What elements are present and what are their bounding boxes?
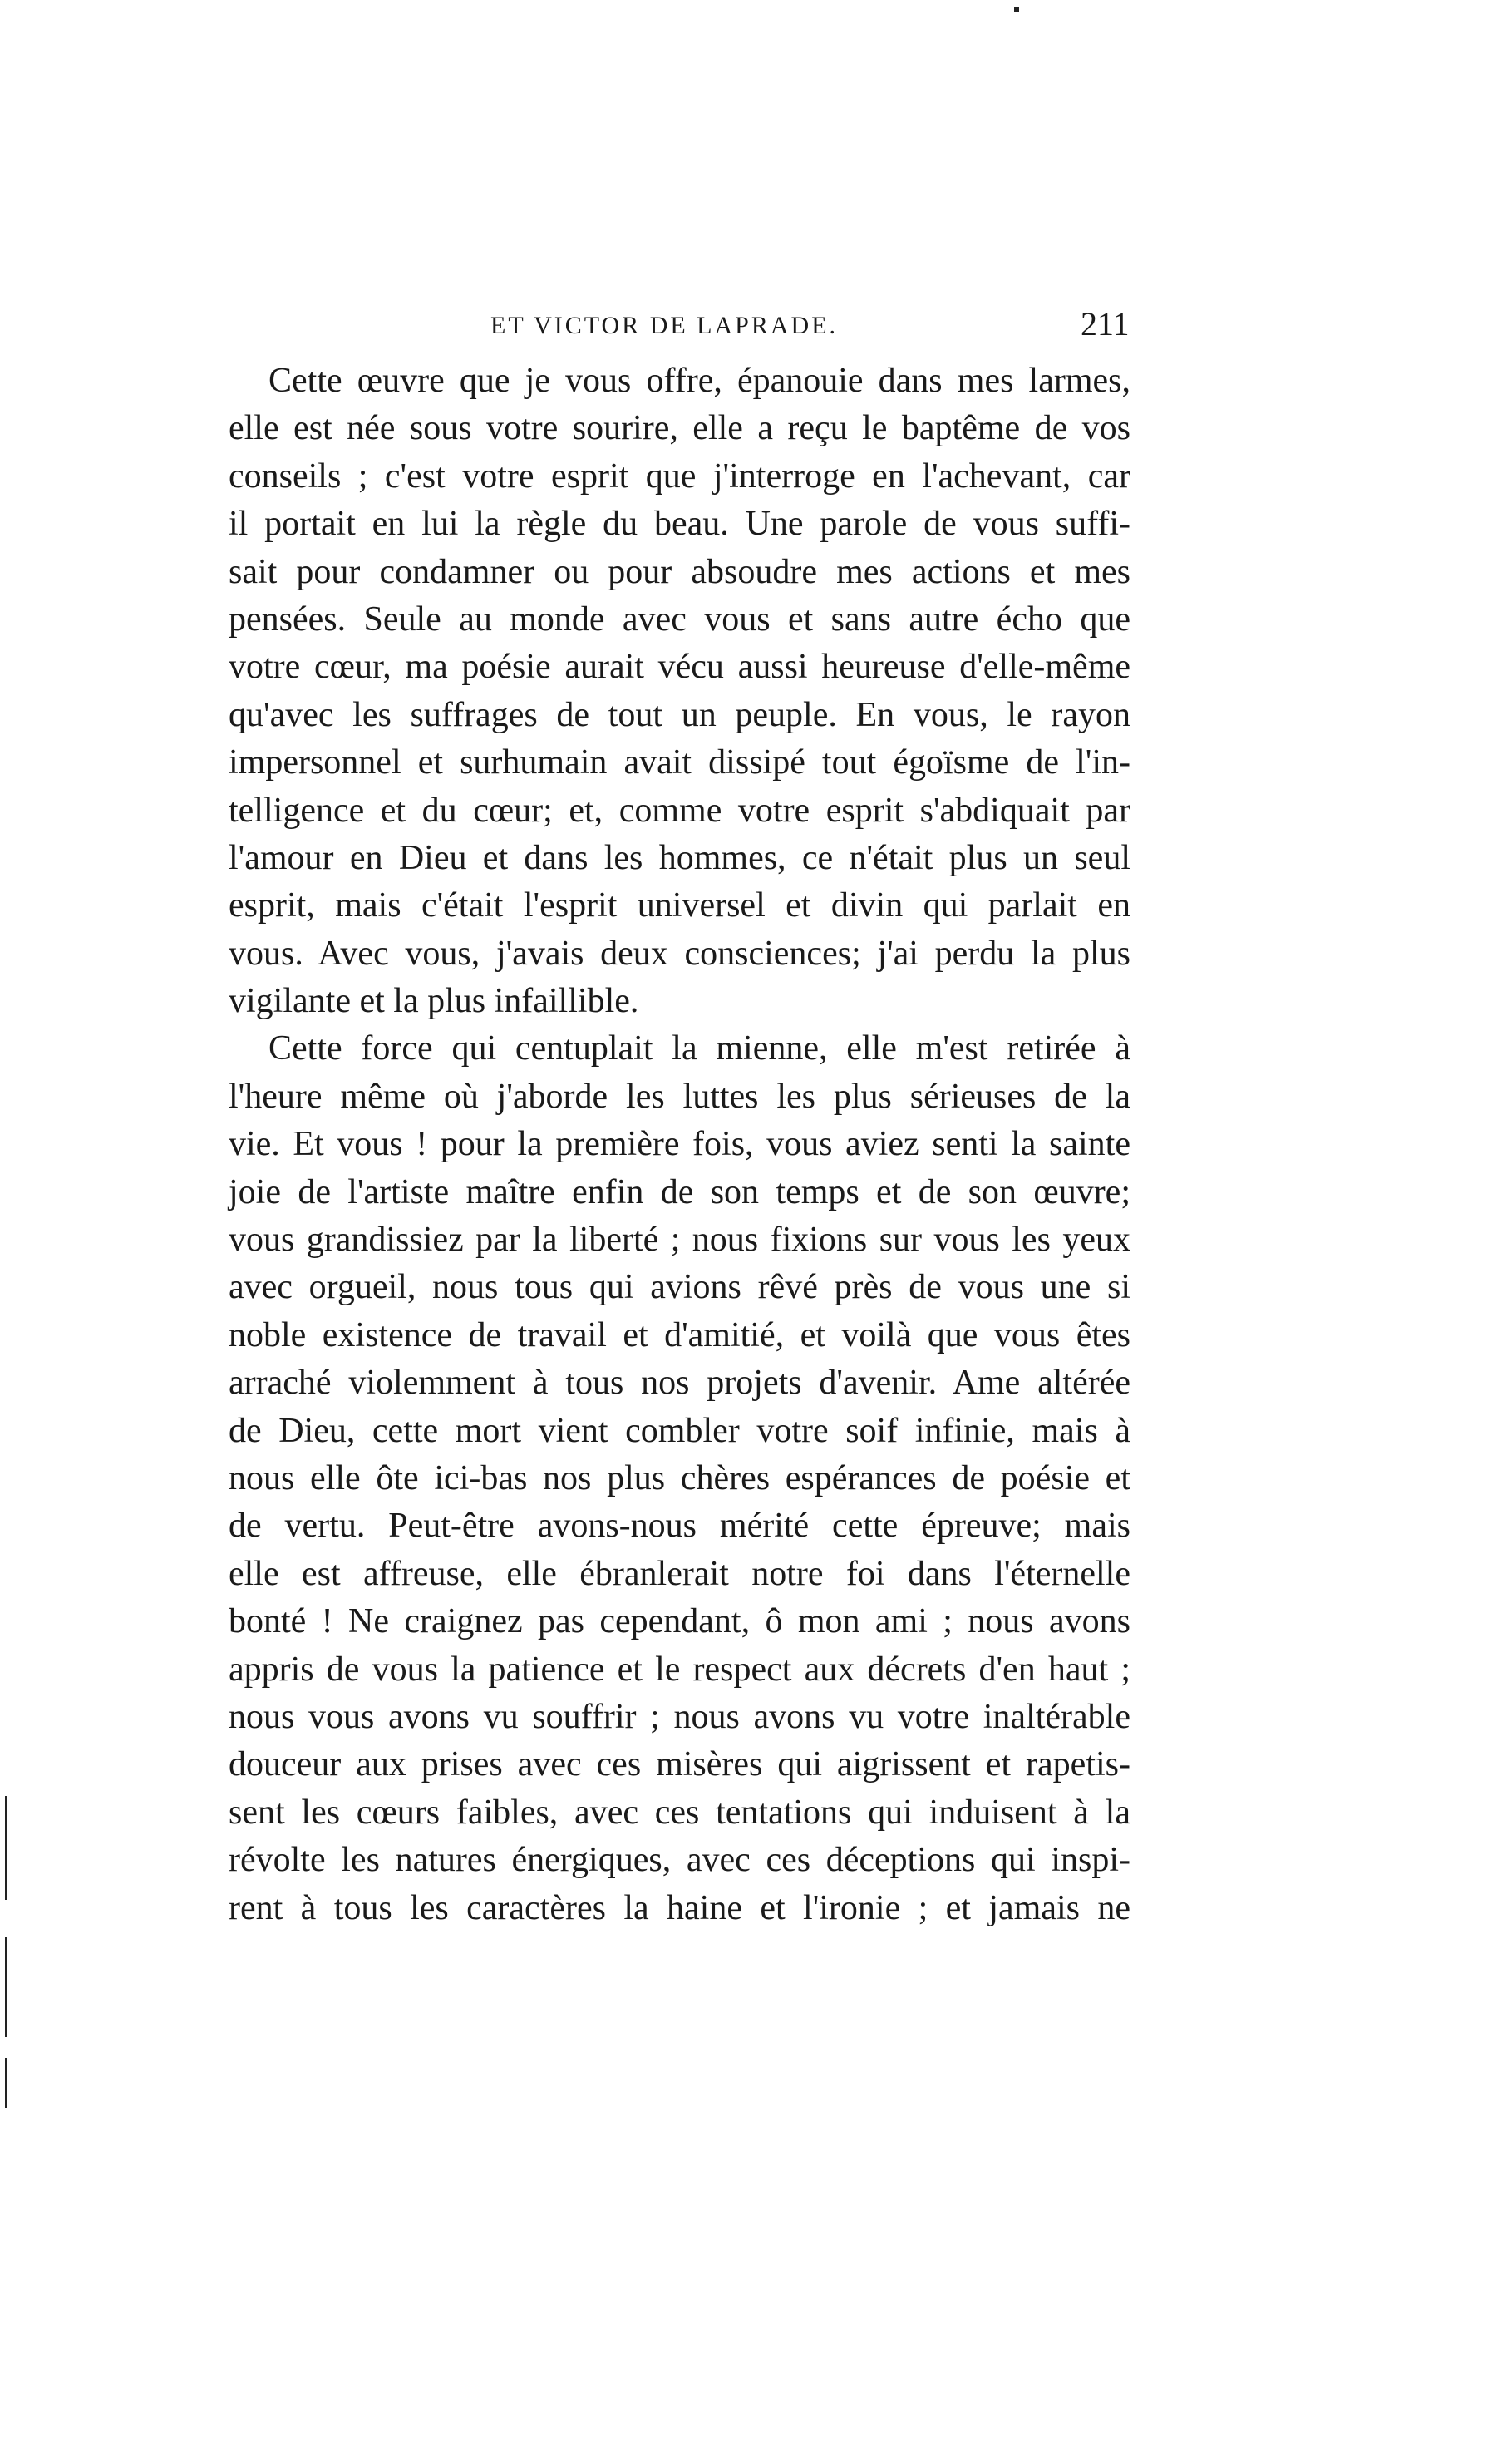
body-text [229, 358, 1130, 1932]
text-line: joie de l'artiste maître enfin de son temps et de son œuvre; [229, 1172, 1130, 1211]
text-line: de Dieu, cette mort vient combler votre soif infinie, mais à [229, 1411, 1130, 1450]
text-line: arraché violemment à tous nos projets d'avenir. Ame altérée [229, 1364, 1130, 1403]
text-line: elle est née sous votre sourire, elle a reçu le baptême de vos [229, 409, 1130, 448]
text-line: pensées. Seule au monde avec vous et sans autre écho que [229, 599, 1130, 639]
page-number: 211 [1081, 305, 1130, 343]
text-line: elle est affreuse, elle ébranlerait notre foi dans l'éternelle [229, 1554, 1130, 1593]
scan-edge-mark [5, 1937, 7, 2037]
text-line: impersonnel et surhumain avait dissipé tout égoïsme de l'in- [229, 743, 1130, 782]
text-line: noble existence de travail et d'amitié, et voilà que vous êtes [229, 1315, 1130, 1354]
text-line: révolte les natures énergiques, avec ces déceptions qui inspi- [229, 1841, 1130, 1880]
scan-edge-mark [5, 2058, 7, 2108]
text-line: avec orgueil, nous tous qui avions rêvé près de vous une si [229, 1268, 1130, 1307]
text-line: esprit, mais c'était l'esprit universel et divin qui parlait en [229, 886, 1130, 925]
text-line: nous elle ôte ici-bas nos plus chères espérances de poésie et [229, 1458, 1130, 1497]
text-line: l'heure même où j'aborde les luttes les plus sérieuses de la [229, 1077, 1130, 1116]
running-title: ET VICTOR DE LAPRADE. [490, 312, 839, 339]
text-line: Cette œuvre que je vous offre, épanouie dans mes larmes, [268, 362, 1130, 400]
scan-speck [1014, 7, 1019, 12]
text-line: sent les cœurs faibles, avec ces tentations qui induisent à la [229, 1793, 1130, 1832]
text-line: Cette force qui centuplait la mienne, elle m'est retirée à [268, 1029, 1130, 1068]
text-line: rent à tous les caractères la haine et l'ironie ; et jamais ne [229, 1888, 1130, 1927]
text-line: l'amour en Dieu et dans les hommes, ce n'était plus un seul [229, 838, 1130, 877]
text-line: vie. Et vous ! pour la première fois, vous aviez senti la sainte [229, 1125, 1130, 1164]
scan-edge-mark [5, 1796, 7, 1900]
text-line: vous grandissiez par la liberté ; nous fixions sur vous les yeux [229, 1221, 1130, 1260]
text-line: il portait en lui la règle du beau. Une parole de vous suffi- [229, 505, 1130, 544]
text-line: bonté ! Ne craignez pas cependant, ô mon ami ; nous avons [229, 1602, 1130, 1641]
text-line: douceur aux prises avec ces misères qui aigrissent et rapetis- [229, 1745, 1130, 1784]
text-line: vigilante et la plus infaillible. [229, 982, 639, 1021]
text-line: qu'avec les suffrages de tout un peuple. En vous, le rayon [229, 695, 1130, 734]
text-line: conseils ; c'est votre esprit que j'interroge en l'achevant, car [229, 456, 1130, 496]
text-line: votre cœur, ma poésie aurait vécu aussi heureuse d'elle-même [229, 648, 1130, 687]
text-line: appris de vous la patience et le respect aux décrets d'en haut ; [229, 1650, 1130, 1689]
text-line: vous. Avec vous, j'avais deux consciences; j'ai perdu la plus [229, 934, 1130, 973]
text-line: sait pour condamner ou pour absoudre mes actions et mes [229, 552, 1130, 591]
text-line: nous vous avons vu souffrir ; nous avons vu votre inaltérable [229, 1697, 1130, 1736]
text-line: de vertu. Peut-être avons-nous mérité cette épreuve; mais [229, 1507, 1130, 1546]
text-line: telligence et du cœur; et, comme votre esprit s'abdiquait par [229, 791, 1130, 830]
